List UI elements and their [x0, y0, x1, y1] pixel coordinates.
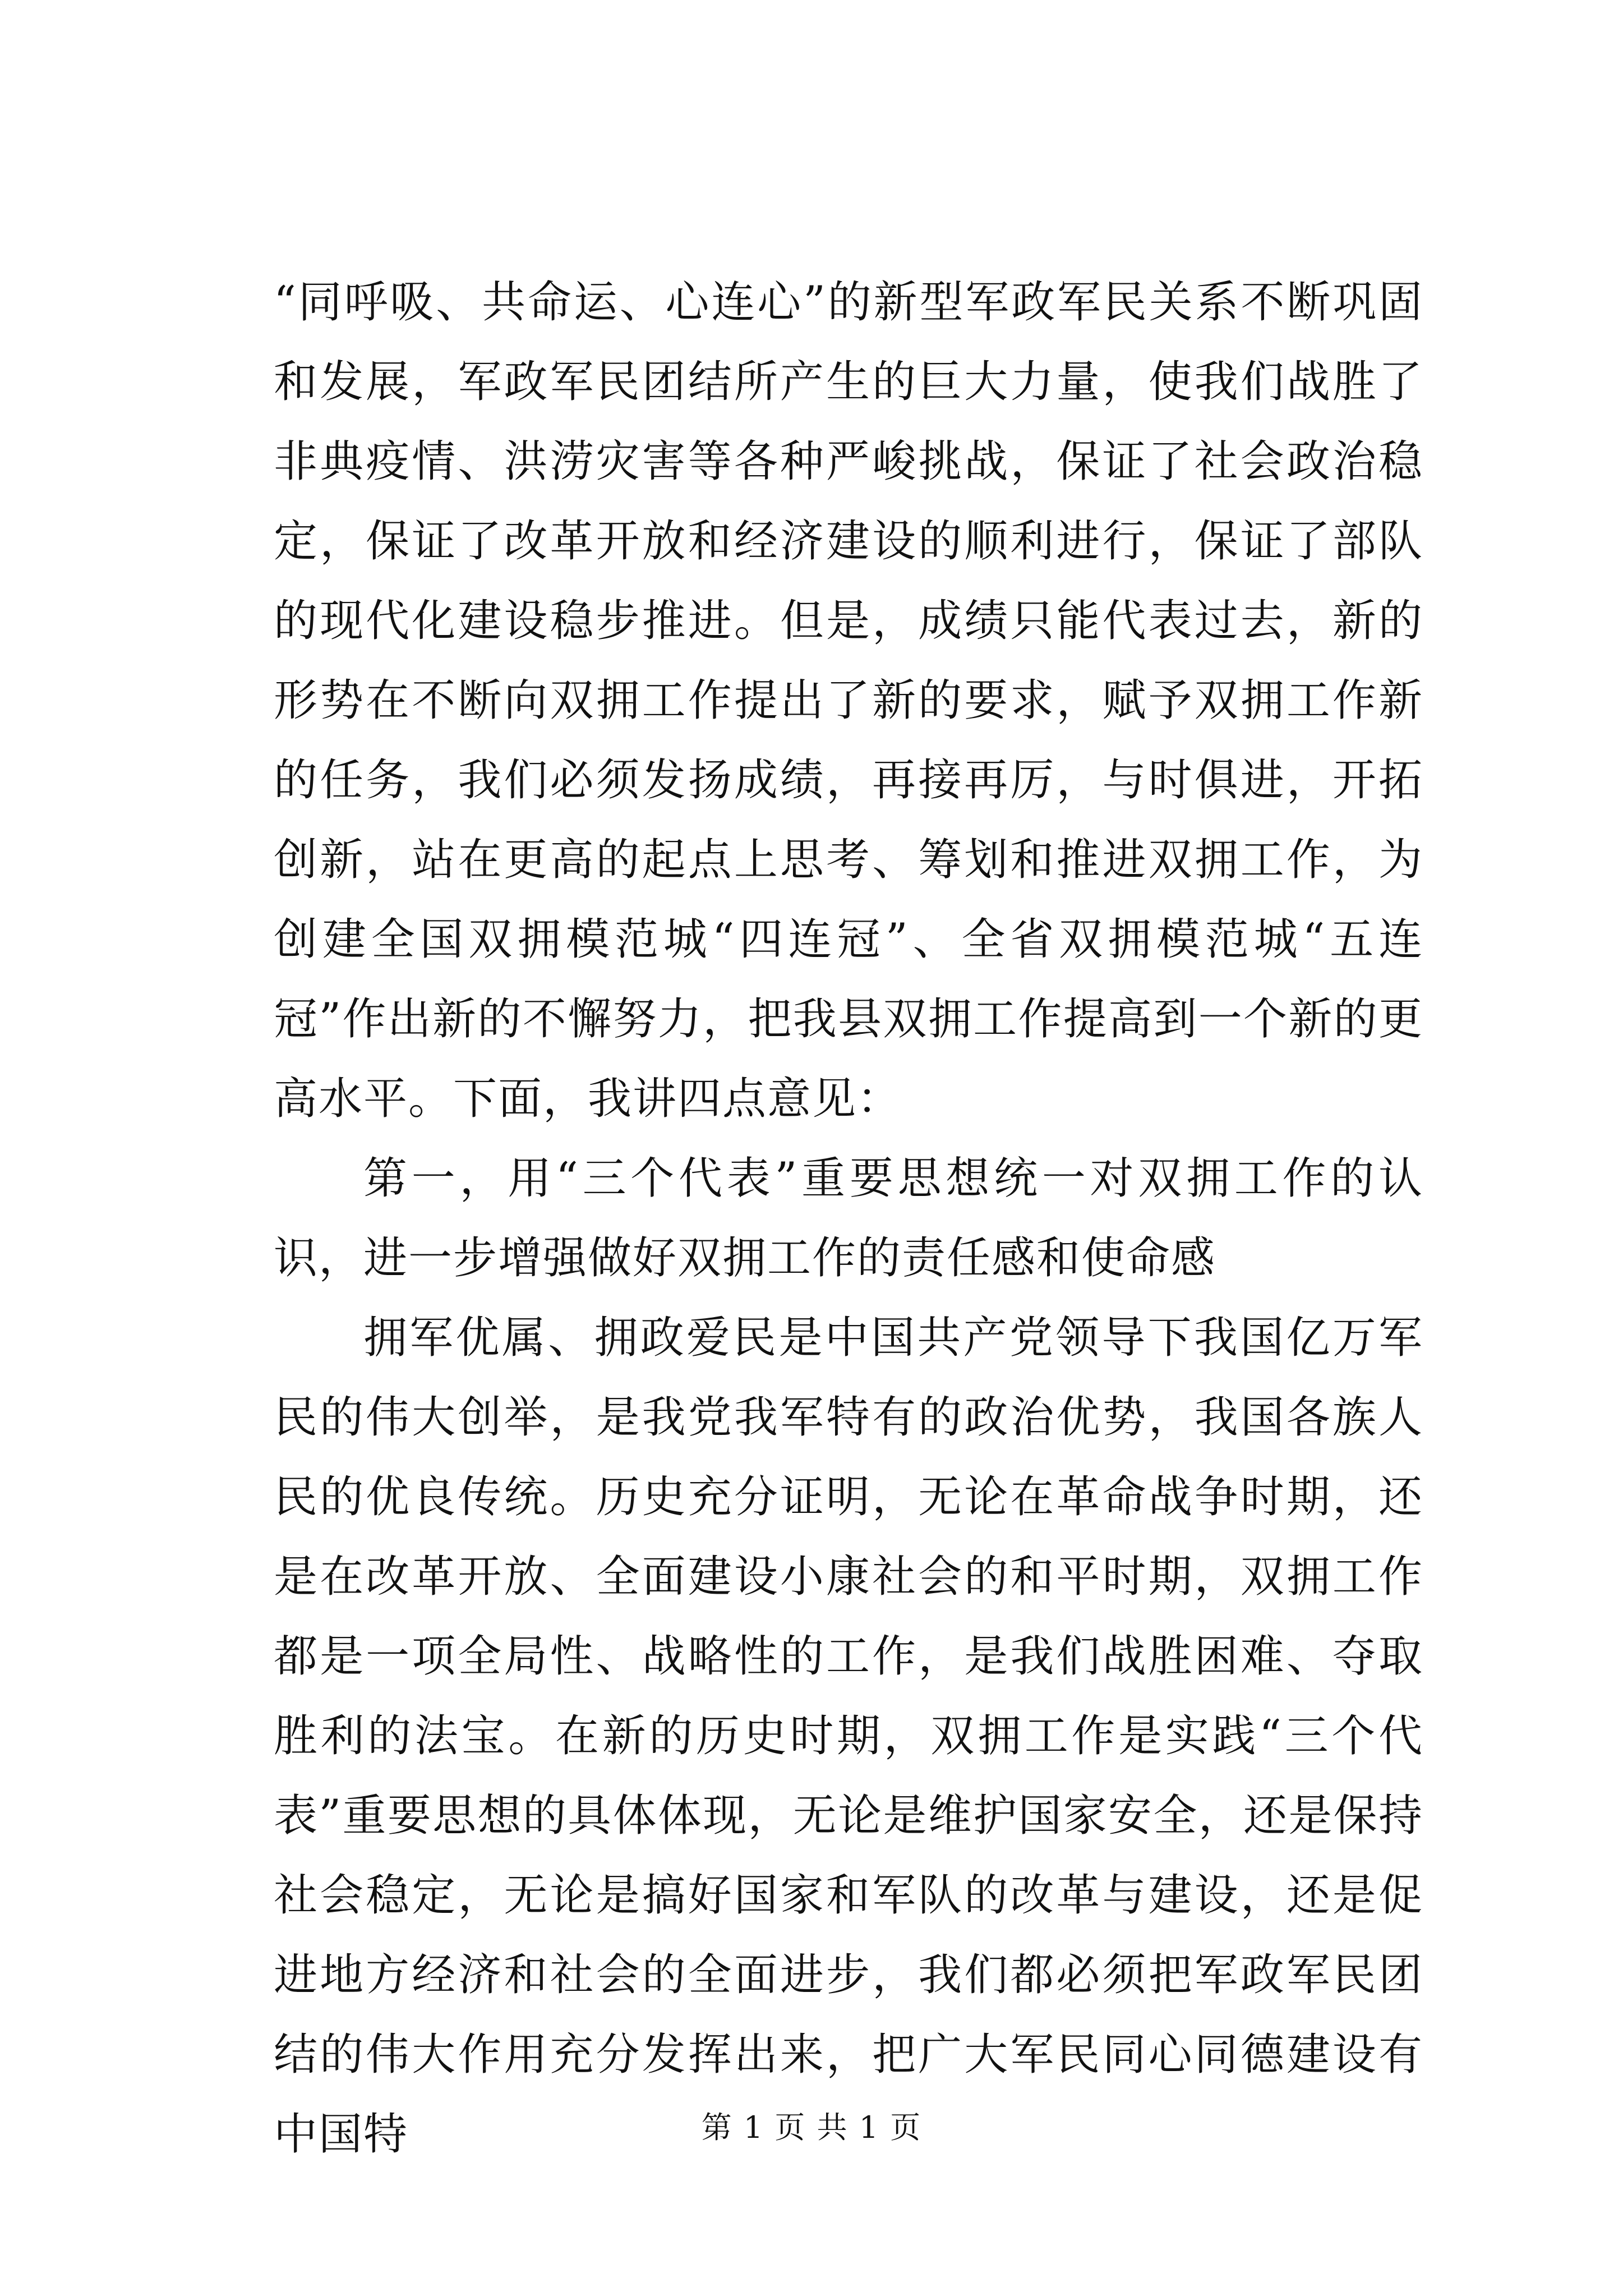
page-footer	[0, 2108, 1623, 2147]
paragraph-body: 拥军优属、拥政爱民是中国共产党领导下我国亿万军民的伟大创举，是我党我军特有的政治优势，我国各族人民的优良传统。历史充分证明，无论在革命战争时期，还是在改革开放、全面建设小康社会的和平时期，双拥工作都是一项全局性、战略性的工作，是我们战胜困难、夺取胜利的法宝。在新的历史时期，双拥工作是实践“三个代表”重要思想的具体体现，无论是维护国家安全，还是保持社会稳定，无论是搞好国家和军队的改革与建设，还是促进地方经济和社会的全面进步，我们都必须把军政军民团结的伟大作用充分发挥出来，把广大军民同心同德建设有中国特	[274, 1313, 1423, 2160]
document-body	[274, 263, 1423, 2174]
paragraph-continuation: “同呼吸、共命运、心连心”的新型军政军民关系不断巩固和发展，军政军民团结所产生的巨大力量，使我们战胜了非典疫情、洪涝灾害等各种严峻挑战，保证了社会政治稳定，保证了改革开放和经济建设的顺利进行，保证了部队的现代化建设稳步推进。但是，成绩只能代表过去，新的形势在不断向双拥工作提出了新的要求，赋予双拥工作新的任务，我们必须发扬成绩，再接再厉，与时俱进，开拓创新，站在更高的起点上思考、筹划和推进双拥工作，为创建全国双拥模范城“四连冠”、全省双拥模范城“五连冠”作出新的不懈努力，把我县双拥工作提高到一个新的更高水平。下面，我讲四点意见：	[274, 277, 1423, 1124]
page-number-label: 第 1 页 共 1 页	[701, 2110, 922, 2145]
section-heading-first: 第一，用“三个代表”重要思想统一对双拥工作的认识，进一步增强做好双拥工作的责任感和使命感	[274, 1153, 1423, 1283]
